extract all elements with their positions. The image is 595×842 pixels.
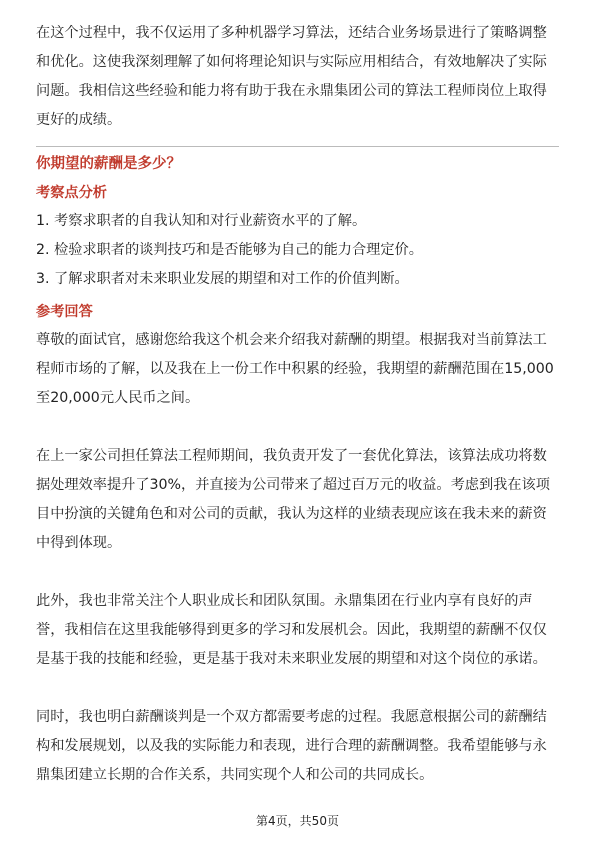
answer-line: 至20,000元人民币之间。 [36,390,200,406]
intro-line: 在这个过程中，我不仅运用了多种机器学习算法，还结合业务场景进行了策略调整 [36,25,547,41]
answer-line: 目中扮演的关键角色和对公司的贡献，我认为这样的业绩表现应该在我未来的薪资 [36,506,547,522]
intro-line: 更好的成绩。 [36,112,122,128]
answer-body [36,326,559,819]
intro-line: 和优化。这使我深刻理解了如何将理论知识与实际应用相结合，有效地解决了实际 [36,54,547,70]
page-number: 第4页，共50页 [256,814,339,828]
analysis-list [36,207,559,294]
answer-line: 是基于我的技能和经验，更是基于我对未来职业发展的期望和对这个岗位的承诺。 [36,651,547,667]
answer-line: 鼎集团建立长期的合作关系，共同实现个人和公司的共同成长。 [36,767,434,783]
list-item: 3. 了解求职者对未来职业发展的期望和对工作的价值判断。 [36,271,409,287]
list-item: 2. 检验求职者的谈判技巧和是否能够为自己的能力合理定价。 [36,242,423,258]
answer-line: 构和发展规划，以及我的实际能力和表现，进行合理的薪酬调整。我希望能够与永 [36,738,547,754]
question-title: 你期望的薪酬是多少？ [36,156,181,172]
intro-line: 问题。我相信这些经验和能力将有助于我在永鼎集团公司的算法工程师岗位上取得 [36,83,547,99]
answer-heading: 参考回答 [36,304,93,320]
answer-line: 在上一家公司担任算法工程师期间，我负责开发了一套优化算法，该算法成功将数 [36,448,547,464]
answer-line: 此外，我也非常关注个人职业成长和团队氛围。永鼎集团在行业内享有良好的声 [36,593,533,609]
answer-line: 程师市场的了解，以及我在上一份工作中积累的经验，我期望的薪酬范围在15,000 [36,361,554,377]
section-divider [36,146,559,147]
answer-paragraph [36,703,559,790]
answer-paragraph [36,587,559,674]
analysis-heading: 考察点分析 [36,185,107,201]
answer-line: 据处理效率提升了30%，并直接为公司带来了超过百万元的收益。考虑到我在该项 [36,477,550,493]
answer-paragraph [36,442,559,558]
answer-line: 尊敬的面试官，感谢您给我这个机会来介绍我对薪酬的期望。根据我对当前算法工 [36,332,547,348]
intro-paragraph [36,19,559,135]
list-item: 1. 考察求职者的自我认知和对行业薪资水平的了解。 [36,213,367,229]
answer-paragraph [36,326,559,413]
answer-line: 同时，我也明白薪酬谈判是一个双方都需要考虑的过程。我愿意根据公司的薪酬结 [36,709,547,725]
answer-line: 誉，我相信在这里我能够得到更多的学习和发展机会。因此，我期望的薪酬不仅仅 [36,622,547,638]
answer-line: 中得到体现。 [36,535,122,551]
